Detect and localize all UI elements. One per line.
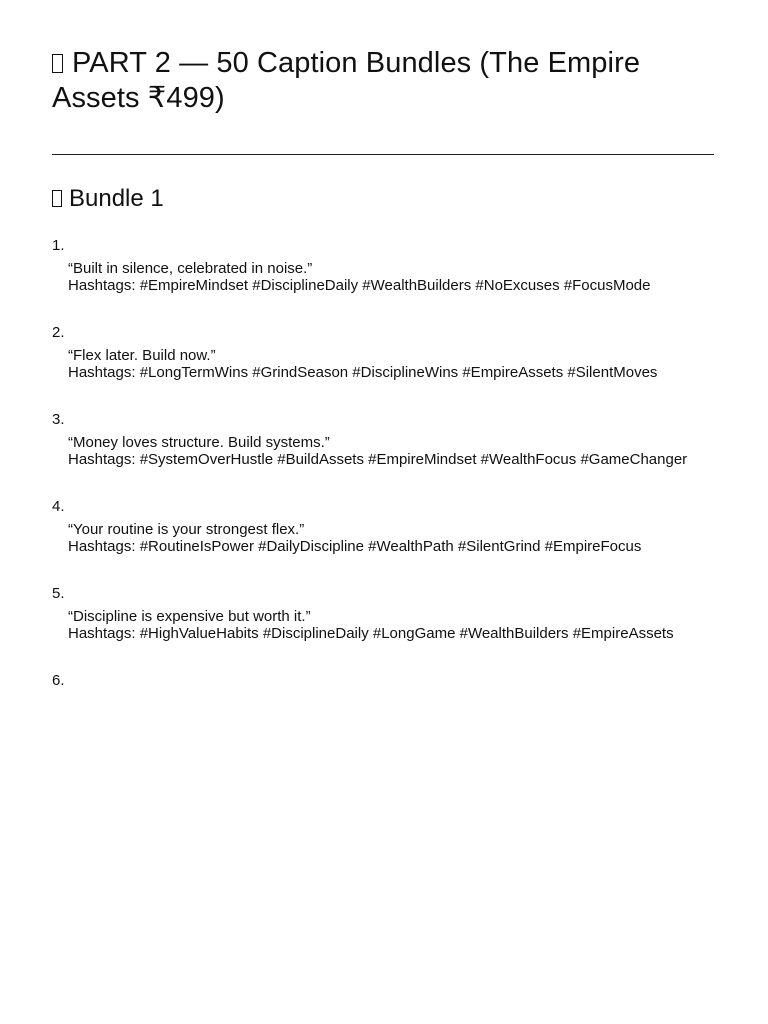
- caption-hashtags: Hashtags: #LongTermWins #GrindSeason #DisciplineWins #EmpireAssets #SilentMoves: [68, 364, 658, 381]
- caption-quote: “Your routine is your strongest flex.”: [68, 521, 305, 538]
- caption-quote: “Discipline is expensive but worth it.”: [68, 608, 311, 625]
- bundle-heading: [52, 184, 164, 214]
- item-number: 6.: [52, 672, 65, 689]
- item-number: 2.: [52, 324, 65, 341]
- list-item: [52, 497, 714, 584]
- caption-hashtags: Hashtags: #SystemOverHustle #BuildAssets #EmpireMindset #WealthFocus #GameChanger: [68, 451, 688, 468]
- list-item: [52, 584, 714, 671]
- caption-hashtags: Hashtags: #HighValueHabits #DisciplineDaily #LongGame #WealthBuilders #EmpireAssets: [68, 625, 674, 642]
- caption-quote: “Flex later. Build now.”: [68, 347, 216, 364]
- item-number: 5.: [52, 585, 65, 602]
- caption-list: [52, 236, 714, 758]
- item-number: 3.: [52, 411, 65, 428]
- page-title-text: PART 2 — 50 Caption Bundles (The Empire Assets ₹499): [52, 47, 641, 114]
- caption-hashtags: Hashtags: #EmpireMindset #DisciplineDaily #WealthBuilders #NoExcuses #FocusMode: [68, 277, 651, 294]
- caption-quote: “Built in silence, celebrated in noise.”: [68, 260, 313, 277]
- item-number: 4.: [52, 498, 65, 515]
- list-item: [52, 236, 714, 323]
- horizontal-divider: [52, 154, 714, 155]
- bundle-heading-text: Bundle 1: [69, 185, 164, 212]
- missing-glyph-icon: [52, 54, 63, 73]
- caption-hashtags: Hashtags: #RoutineIsPower #DailyDiscipline #WealthPath #SilentGrind #EmpireFocus: [68, 538, 642, 555]
- missing-glyph-icon: [52, 190, 62, 207]
- list-item: [52, 671, 714, 758]
- item-number: 1.: [52, 237, 65, 254]
- list-item: [52, 410, 714, 497]
- page-title: [52, 46, 714, 116]
- caption-quote: “Money loves structure. Build systems.”: [68, 434, 330, 451]
- list-item: [52, 323, 714, 410]
